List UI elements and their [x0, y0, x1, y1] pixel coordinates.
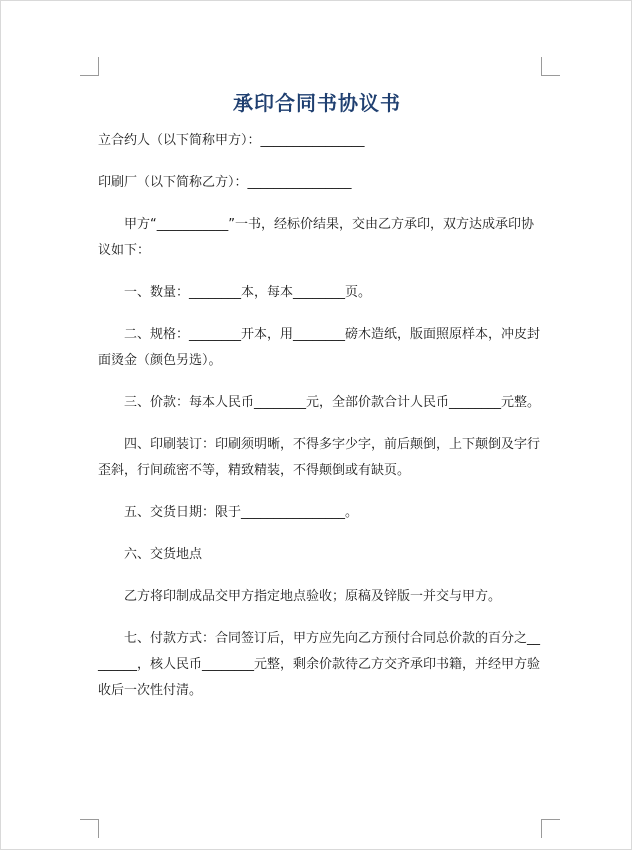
paragraph-acceptance: 乙方将印制成品交甲方指定地点验收；原稿及锌版一并交与甲方。 [124, 589, 502, 604]
paragraph-quantity: 一、数量：________本，每本________页。 [124, 285, 372, 300]
paragraph-delivery-place: 六、交货地点 [124, 547, 203, 562]
paragraph-delivery-date: 五、交货日期：限于________________。 [124, 505, 359, 520]
paragraph-party-a: 立合约人（以下简称甲方）：________________ [98, 133, 365, 148]
paragraph-party-b: 印刷厂（以下简称乙方）：________________ [98, 175, 352, 190]
paragraph-specification: 二、规格：________开本，用________磅木造纸，版面照原样本，冲皮封面烫金（颜色另选）。 [98, 327, 541, 368]
margin-corner-top-left [80, 57, 99, 76]
margin-corner-bottom-left [80, 819, 99, 838]
margin-corner-bottom-right [541, 819, 560, 838]
paragraph-price: 三、价款：每本人民币________元，全部价款合计人民币________元整。 [124, 395, 541, 410]
document-title: 承印合同书协议书 [233, 91, 401, 115]
paragraph-intro: 甲方“___________”一书，经标价结果，交由乙方承印，双方达成承印协议如下： [98, 217, 534, 258]
document-body [98, 128, 544, 720]
margin-corner-top-right [541, 57, 560, 76]
paragraph-payment: 七、付款方式：合同签订后，甲方应先向乙方预付合同总价款的百分之________，核人民币________元整，剩余价款待乙方交齐承印书籍，并经甲方验收后一次性付清。 [98, 631, 541, 698]
paragraph-printing-binding: 四、印刷装订：印刷须明晰，不得多字少字，前后颠倒，上下颠倒及字行歪斜，行间疏密不等，精致精装，不得颠倒或有缺页。 [98, 437, 541, 478]
